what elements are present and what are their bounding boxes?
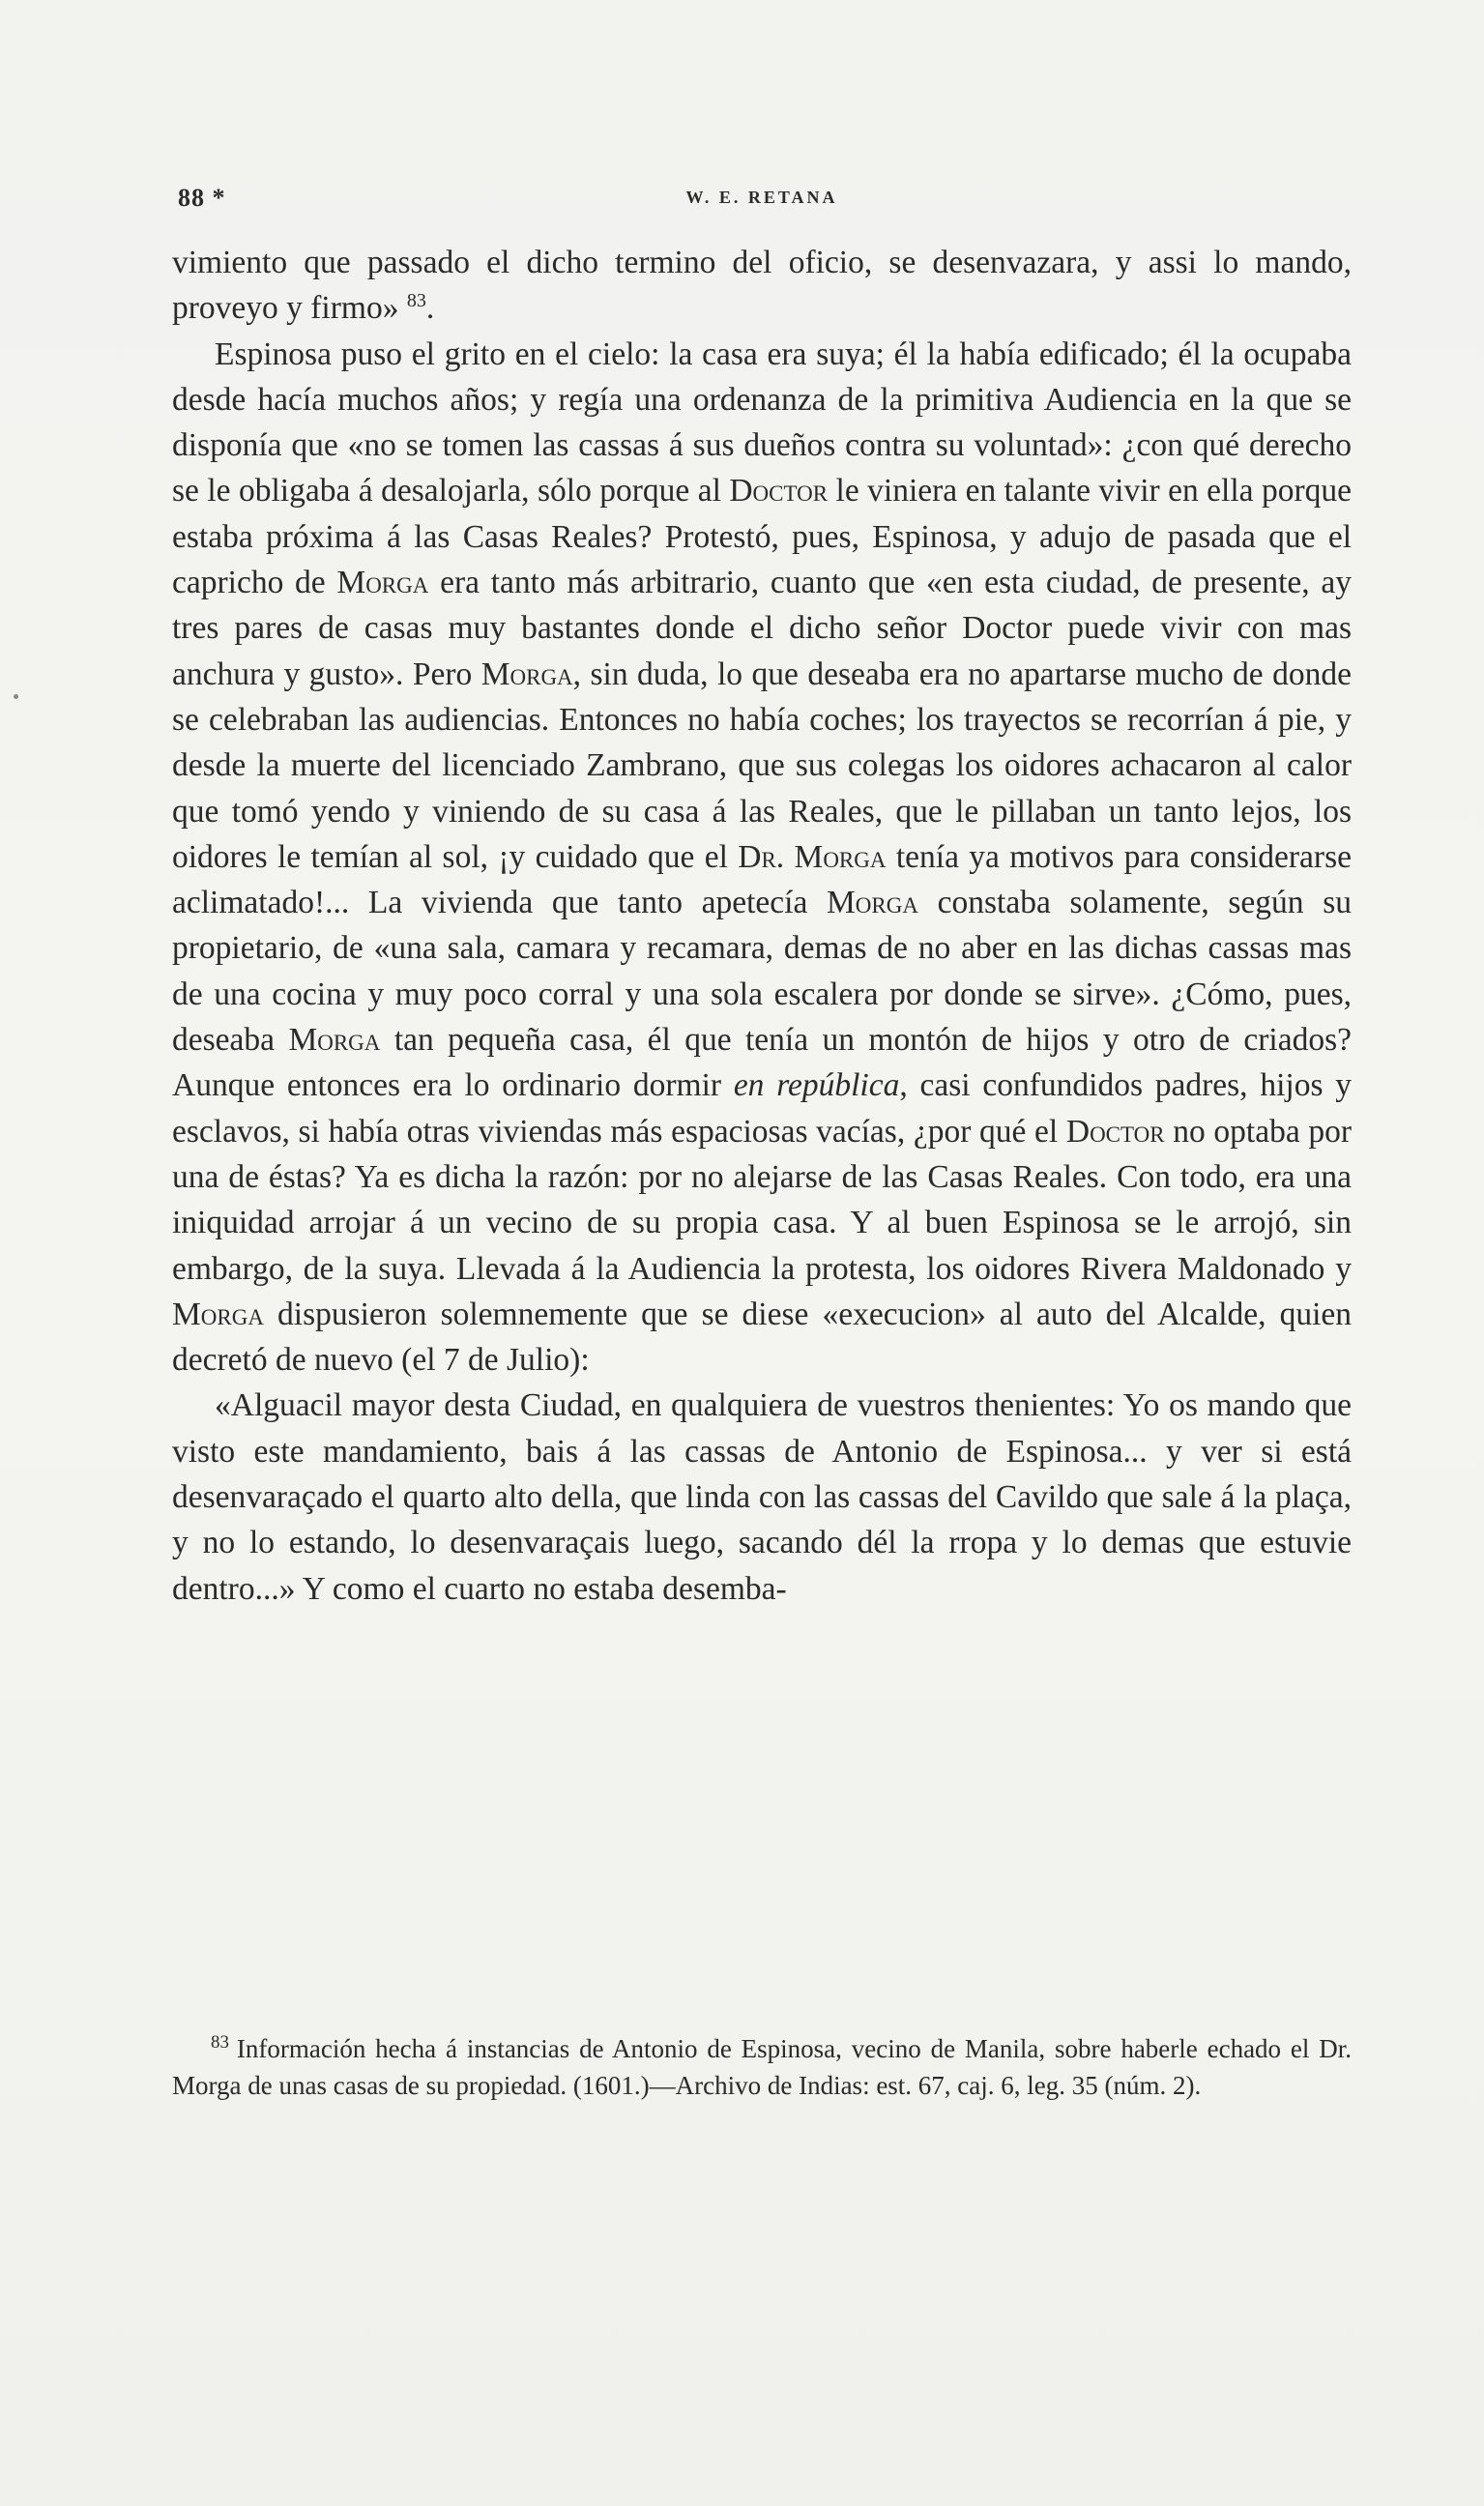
- page-number: 88 *: [178, 184, 226, 212]
- small-caps-morga: Morga: [288, 1022, 381, 1059]
- footnote-marker: 83: [211, 2032, 229, 2053]
- page-header: [172, 174, 1352, 222]
- small-caps-doctor: Doctor: [1065, 1113, 1165, 1150]
- paper-speck: [14, 694, 18, 699]
- footnote: [172, 2030, 1352, 2104]
- small-caps-morga: Morga: [336, 565, 429, 601]
- footnote-83: [172, 2030, 1352, 2104]
- italic-en-republica: en república: [733, 1067, 900, 1104]
- footnote-reference[interactable]: 83: [406, 290, 426, 312]
- body-text: [172, 240, 1352, 1612]
- small-caps-dr: Dr.: [738, 838, 785, 875]
- paragraph-3: «Alguacil mayor desta Ciudad, en qualquiera de vuestros thenientes: Yo os mando que visto este mandamiento, bais á las cassas de Antonio de Espinosa... y ver si está desenvaraçado el quarto alto della, que linda con las cassas del Cavildo que sale á la plaça, y no lo estando, lo desenvaraçais luego, sacando dél la rropa y lo demas que estuvie dentro...» Y como el cuarto no estaba desemba-: [172, 1387, 1352, 1607]
- small-caps-morga: Morga: [827, 885, 918, 921]
- footnote-text: Información hecha á instancias de Antonio de Espinosa, vecino de Manila, sobre haberle echado el Dr. Morga de unas casas de su propiedad. (1601.)—Archivo de Indias: est. 67, caj. 6, leg. 35 (núm. 2).: [172, 2034, 1352, 2100]
- small-caps-doctor: Doctor: [729, 473, 829, 510]
- running-head: W. E. RETANA: [685, 188, 838, 207]
- small-caps-morga: Morga: [480, 656, 573, 692]
- small-caps-morga: Morga: [172, 1296, 264, 1332]
- paragraph-2: Espinosa puso el grito en el cielo: la casa era suya; él la había edificado; él la ocupaba desde hacía muchos años; y regía una ordenanza de la primitiva Audiencia en la que se disponía que «no se tomen las cassas á sus dueños contra su voluntad»: ¿con qué derecho se le obligaba á desalojarla, sólo porque al Doctor le viniera en talante vivir en ella porque estaba próxima á las Casas Reales? Protestó, pues, Espinosa, y adujo de pasada que el capricho de Morga era tanto más arbitrario, cuanto que «en esta ciudad, de presente, ay tres pares de casas muy bastantes donde el dicho señor Doctor puede vivir con mas anchura y gusto». Pero Morga, sin duda, lo que deseaba era no apartarse mucho de donde se celebraban las audiencias. Entonces no había coches; los trayectos se recorrían á pie, y desde la muerte del licenciado Zambrano, que sus colegas los oidores achacaron al calor que tomó yendo y viniendo de su casa á las Reales, que le pillaban un tanto lejos, los oidores le temían al sol, ¡y cuidado que el Dr. Morga tenía ya motivos para considerarse aclimatado!... La vivienda que tanto apetecía Morga constaba solamente, según su propietario, de «una sala, camara y recamara, demas de no aber en las dichas cassas mas de una cocina y muy poco corral y una sola escalera por donde se sirve». ¿Cómo, pues, deseaba Morga tan pequeña casa, él que tenía un montón de hijos y otro de criados? Aunque entonces era lo ordinario dormir en república, casi confundidos padres, hijos y esclavos, si había otras viviendas más espaciosas vacías, ¿por qué el Doctor no optaba por una de éstas? Ya es dicha la razón: por no alejarse de las Casas Reales. Con todo, era una iniquidad arrojar á un vecino de su propia casa. Y al buen Espinosa se le arrojó, sin embargo, de la suya. Llevada á la Audiencia la protesta, los oidores Rivera Maldonado y Morga dispusieron solemnemente que se diese «execucion» al auto del Alcalde, quien decretó de nuevo (el 7 de Julio):: [172, 335, 1352, 1379]
- small-caps-morga: Morga: [794, 838, 887, 875]
- paragraph-1: vimiento que passado el dicho termino del oficio, se desenvazara, y assi lo mando, proveyo y firmo» $^{83}$.: [172, 245, 1352, 327]
